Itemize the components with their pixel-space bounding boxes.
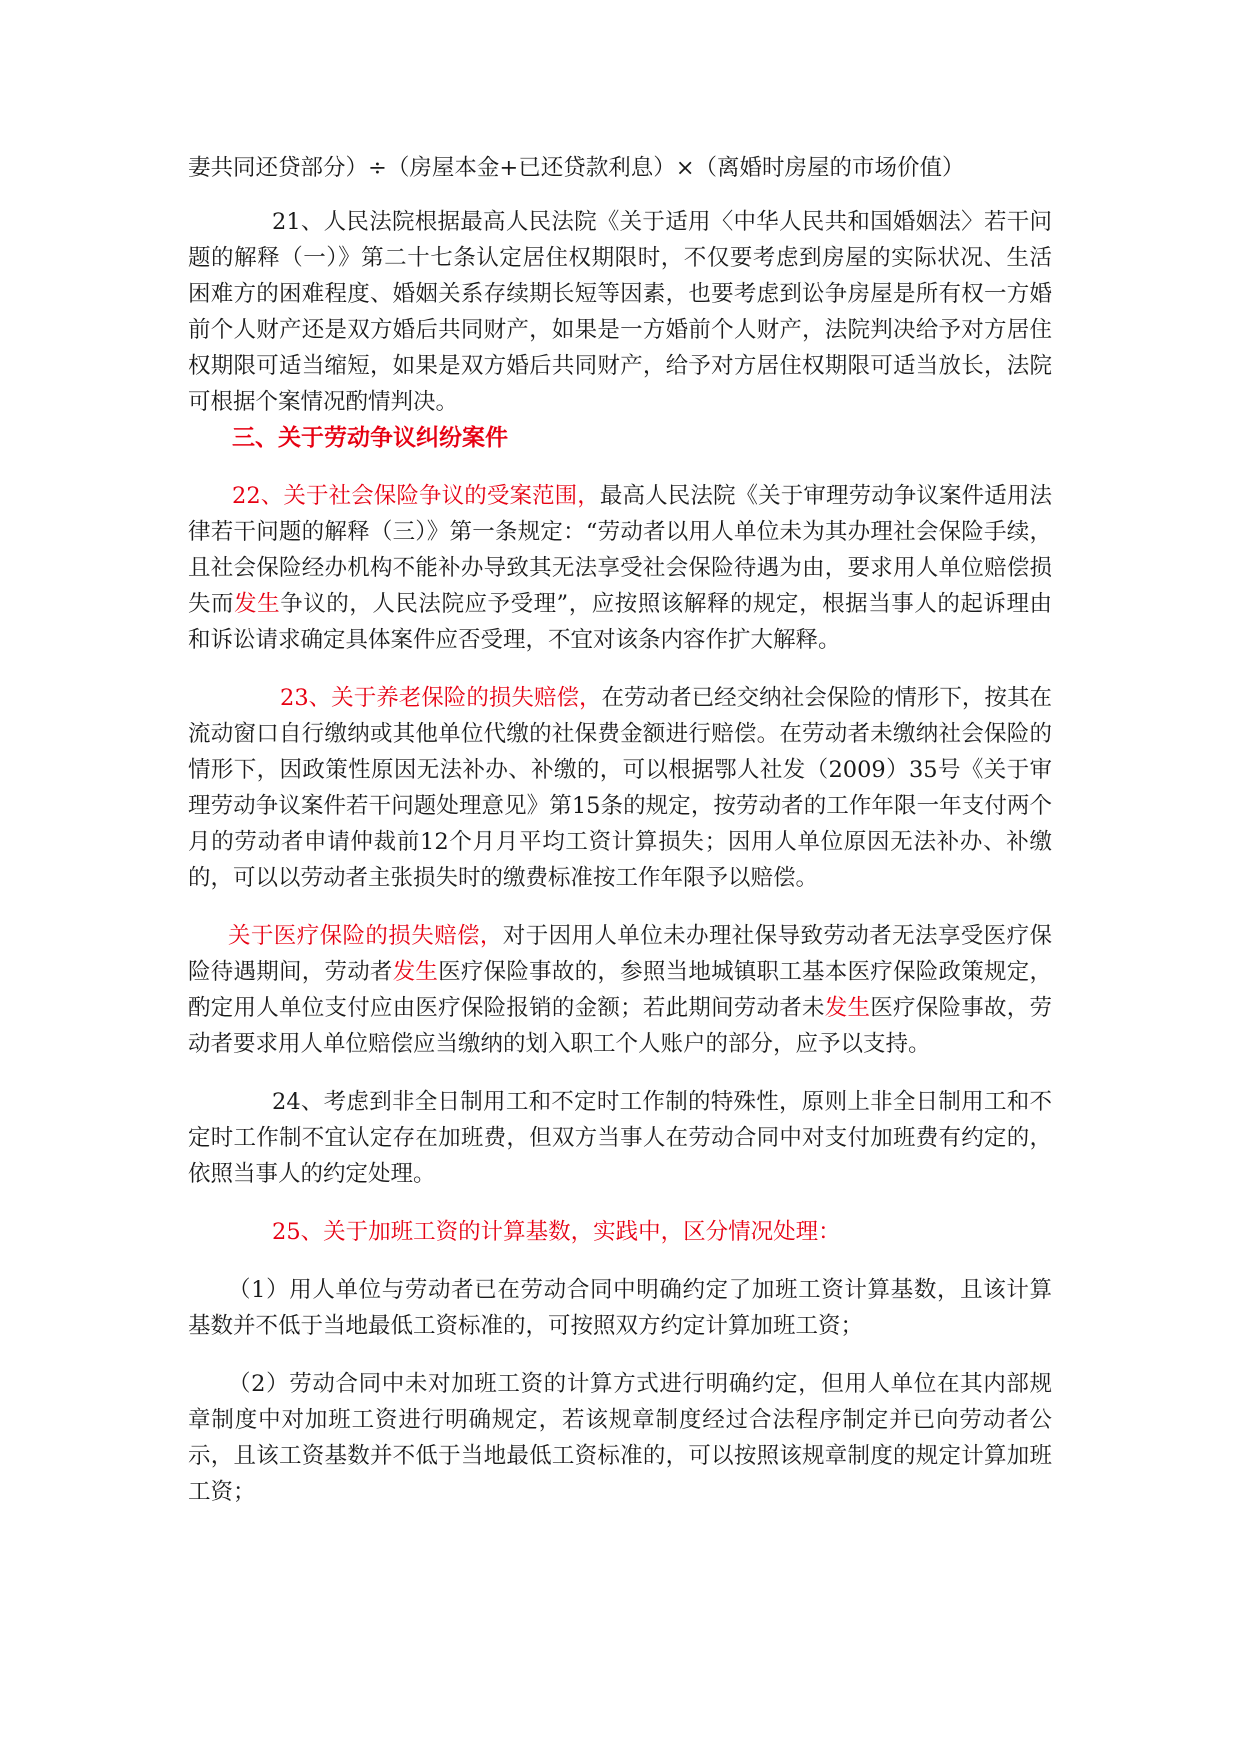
paragraph-medical-insurance — [188, 918, 1052, 1062]
paragraph-24: 24、考虑到非全日制用工和不定时工作制的特殊性，原则上非全日制用工和不定时工作制不宜认定存在加班费，但双方当事人在劳动合同中对支付加班费有约定的，依照当事人的约定处理。 — [188, 1089, 1052, 1187]
section-heading-labor-disputes: 三、关于劳动争议纠纷案件 — [232, 424, 508, 451]
paragraph-22 — [188, 478, 1052, 658]
paragraph-22-title: 22、关于社会保险争议的受案范围， — [232, 483, 600, 509]
medical-highlight-2: 发生 — [824, 995, 871, 1021]
paragraph-25-title: 25、关于加班工资的计算基数，实践中，区分情况处理： — [272, 1219, 841, 1245]
paragraph-23 — [188, 680, 1052, 896]
medical-insurance-title: 关于医疗保险的损失赔偿， — [228, 923, 503, 949]
paragraph-22-text-b: 争议的，人民法院应予受理”，应按照该解释的规定，根据当事人的起诉理由和诉讼请求确定具体案件应否受理，不宜对该条内容作扩大解释。 — [188, 591, 1052, 653]
paragraph-22-highlight: 发生 — [234, 591, 281, 617]
paragraph-21: 21、人民法院根据最高人民法院《关于适用〈中华人民共和国婚姻法〉若干问题的解释（一）》第二十七条认定居住权期限时，不仅要考虑到房屋的实际状况、生活困难方的困难程度、婚姻关系存续期长短等因素，也要考虑到讼争房屋是所有权一方婚前个人财产还是双方婚后共同财产，如果是一方婚前个人财产，法院判决给予对方居住权期限可适当缩短，如果是双方婚后共同财产，给予对方居住权期限可适当放长，法院可根据个案情况酌情判决。 — [188, 209, 1052, 415]
medical-text-c: 医疗保险事故，劳动者要求用人单位赔偿应当缴纳的划入职工个人账户的部分，应予以支持。 — [188, 995, 1052, 1057]
paragraph-23-text: 在劳动者已经交纳社会保险的情形下，按其在流动窗口自行缴纳或其他单位代缴的社保费金额进行赔偿。在劳动者未缴纳社会保险的情形下，因政策性原因无法补办、补缴的，可以根据鄂人社发（2009）35号《关于审理劳动争议案件若干问题处理意见》第15条的规定，按劳动者的工作年限一年支付两个月的劳动者申请仲裁前12个月月平均工资计算损失；因用人单位原因无法补办、补缴的，可以以劳动者主张损失时的缴费标准按工作年限予以赔偿。 — [188, 685, 1052, 891]
document-page — [188, 150, 1052, 1510]
medical-text-a: 对于因用人单位未办理社保导致劳动者无法享受医疗保险待遇期间，劳动者 — [188, 923, 1052, 985]
paragraph-25-item-1: （1）用人单位与劳动者已在劳动合同中明确约定了加班工资计算基数，且该计算基数并不低于当地最低工资标准的，可按照双方约定计算加班工资； — [188, 1277, 1052, 1339]
paragraph-22-text-a: 最高人民法院《关于审理劳动争议案件适用法律若干问题的解释（三）》第一条规定：“劳动者以用人单位未为其办理社会保险手续，且社会保险经办机构不能补办导致其无法享受社会保险待遇为由，要求用人单位赔偿损失而 — [188, 483, 1052, 617]
medical-text-b: 医疗保险事故的，参照当地城镇职工基本医疗保险政策规定，酌定用人单位支付应由医疗保险报销的金额；若此期间劳动者未 — [188, 959, 1052, 1021]
paragraph-25-item-2: （2）劳动合同中未对加班工资的计算方式进行明确约定，但用人单位在其内部规章制度中对加班工资进行明确规定，若该规章制度经过合法程序制定并已向劳动者公示，且该工资基数并不低于当地最低工资标准的，可以按照该规章制度的规定计算加班工资； — [188, 1371, 1052, 1505]
paragraph-continuation: 妻共同还贷部分）÷（房屋本金+已还贷款利息）×（离婚时房屋的市场价值） — [188, 155, 965, 181]
paragraph-23-title: 23、关于养老保险的损失赔偿， — [280, 685, 602, 711]
medical-highlight-1: 发生 — [392, 959, 439, 985]
